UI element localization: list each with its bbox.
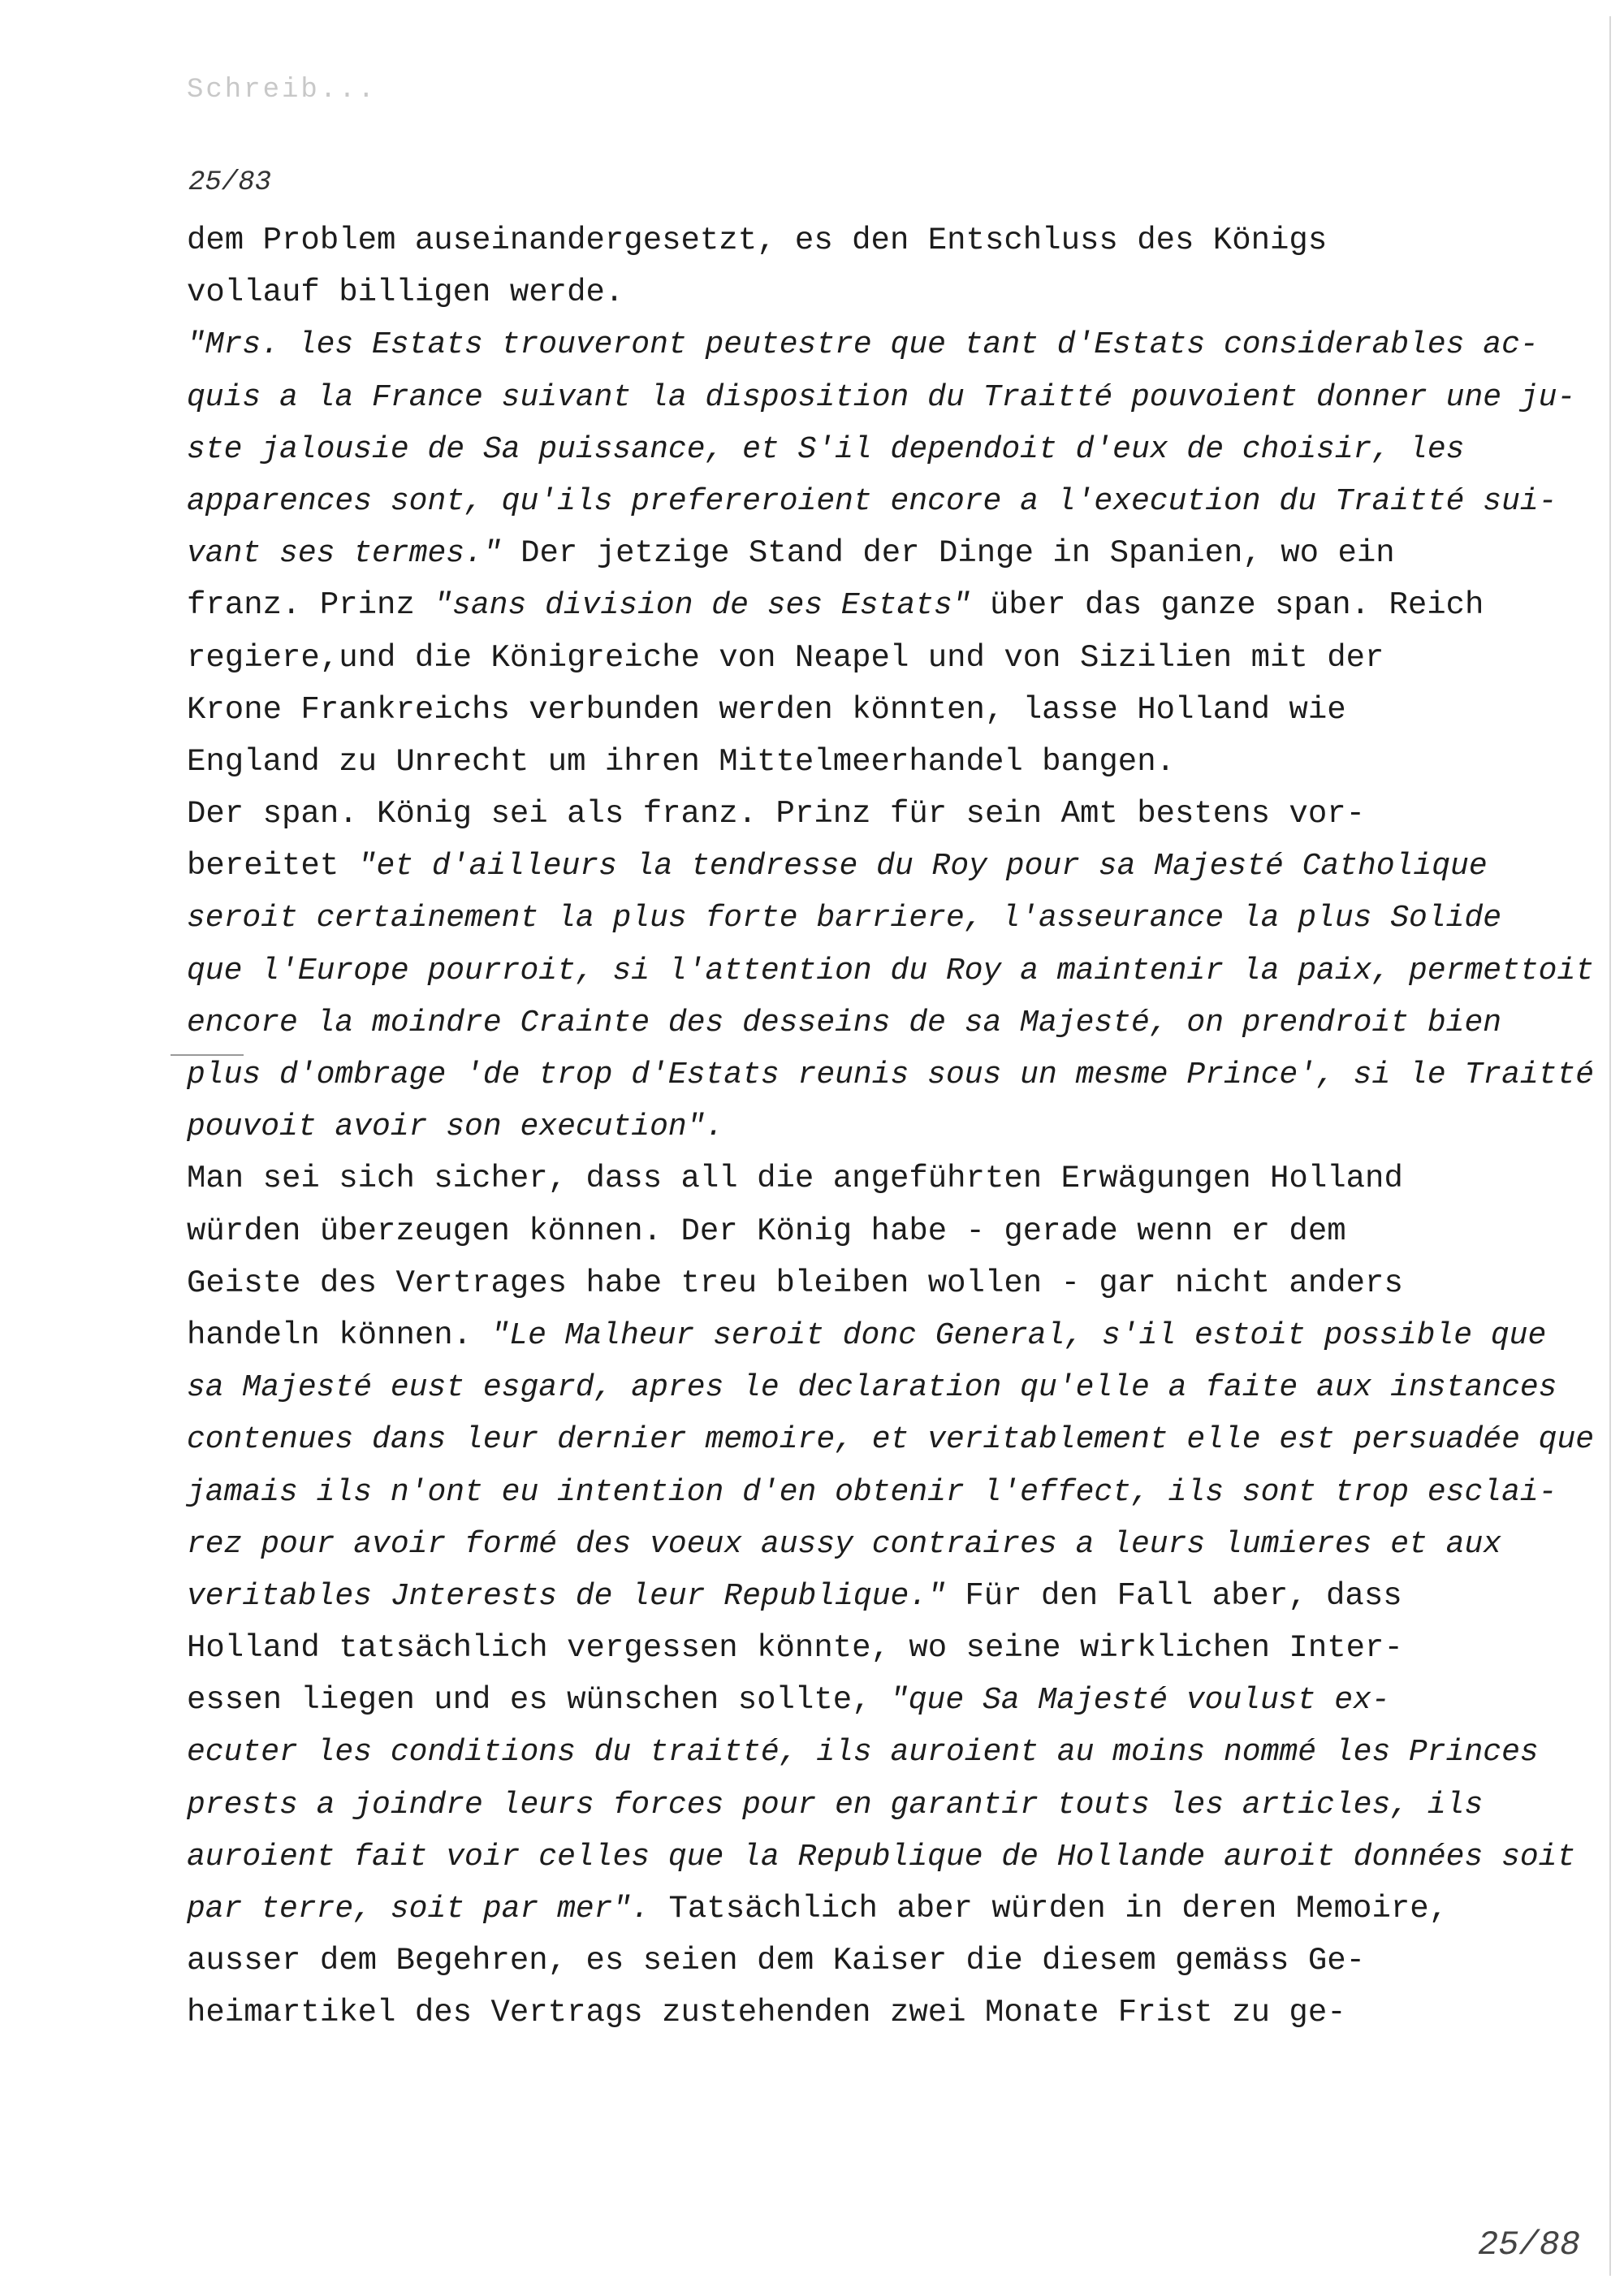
text-line	[187, 632, 1453, 684]
french-quote-segment: prests a joindre leurs forces pour en garantir touts les articles, ils	[187, 1787, 1484, 1823]
text-line	[187, 266, 1453, 318]
body-text	[187, 214, 1595, 2039]
text-line	[187, 736, 1453, 788]
text-line	[187, 788, 1453, 840]
french-quote-segment: veritables Jnterests de leur Republique."	[187, 1578, 946, 1614]
text-line	[187, 1361, 1557, 1413]
text-line	[187, 214, 1453, 266]
german-text-segment: Für den Fall aber, dass	[945, 1577, 1402, 1614]
text-line	[187, 840, 1488, 892]
text-line	[187, 579, 1484, 631]
text-line	[187, 1413, 1595, 1465]
text-line	[187, 1518, 1502, 1570]
text-line	[187, 1987, 1453, 2039]
french-quote-segment: encore la moindre Crainte des desseins de sa Majesté, on prendroit bien	[187, 1005, 1502, 1040]
text-line	[187, 1883, 1453, 1935]
text-line	[187, 1257, 1453, 1309]
page-edge	[1609, 16, 1611, 2276]
text-line	[187, 1935, 1453, 1987]
german-text-segment: Holland tatsächlich vergessen könnte, wo seine wirklichen Inter-	[187, 1630, 1403, 1667]
french-quote-segment: seroit certainement la plus forte barriere, l'asseurance la plus Solide	[187, 901, 1502, 936]
german-text-segment: Geiste des Vertrages habe treu bleiben wollen - gar nicht anders	[187, 1265, 1403, 1301]
text-line	[187, 892, 1502, 944]
french-quote-segment: quis a la France suivant la disposition du Traitté pouvoient donner une ju-	[187, 379, 1576, 415]
text-line	[187, 371, 1576, 423]
text-line	[187, 1309, 1547, 1361]
text-line	[187, 1049, 1595, 1101]
french-quote-segment: apparences sont, qu'ils prefereroient encore a l'execution du Traitté sui-	[187, 483, 1557, 519]
text-line	[187, 1466, 1557, 1518]
text-line	[187, 1779, 1484, 1831]
text-line	[187, 475, 1557, 527]
footer-page-number: 25/88	[1478, 2225, 1581, 2264]
text-line	[187, 1674, 1453, 1726]
german-text-segment: dem Problem auseinandergesetzt, es den Entschluss des Königs	[187, 223, 1328, 258]
french-quote-segment: plus d'ombrage 'de trop d'Estats reunis sous un mesme Prince', si le Traitté	[187, 1057, 1595, 1092]
french-quote-segment: ecuter les conditions du traitté, ils auroient au moins nommé les Princes	[187, 1735, 1539, 1771]
french-quote-segment: que l'Europe pourroit, si l'attention du Roy a maintenir la paix, permettoit	[187, 953, 1595, 988]
text-line	[187, 527, 1453, 579]
german-text-segment: franz. Prinz	[187, 587, 434, 624]
german-text-segment: Tatsächlich aber würden in deren Memoire,	[650, 1891, 1449, 1927]
german-text-segment: ausser dem Begehren, es seien dem Kaiser die diesem gemäss Ge-	[187, 1943, 1366, 1979]
text-line	[187, 1570, 1453, 1622]
german-text-segment: Man sei sich sicher, dass all die angeführten Erwägungen Holland	[187, 1161, 1403, 1197]
french-quote-segment: "que Sa Majesté voulust ex-	[889, 1683, 1390, 1719]
page-number: 25/83	[188, 167, 272, 198]
german-text-segment: England zu Unrecht um ihren Mittelmeerhandel bangen.	[187, 743, 1175, 780]
french-quote-segment: vant ses termes."	[187, 536, 502, 572]
german-text-segment: Der span. König sei als franz. Prinz für sein Amt bestens vor-	[187, 796, 1366, 832]
french-quote-segment: pouvoit avoir son execution".	[187, 1109, 724, 1145]
french-quote-segment: "et d'ailleurs la tendresse du Roy pour sa Majesté Catholique	[357, 849, 1488, 884]
faint-header-stamp: Schreib...	[187, 75, 378, 106]
german-text-segment: essen liegen und es wünschen sollte,	[187, 1682, 890, 1719]
text-line	[187, 1205, 1453, 1257]
german-text-segment: bereitet	[187, 848, 358, 884]
german-text-segment: Krone Frankreichs verbunden werden könnten, lasse Holland wie	[187, 691, 1346, 728]
german-text-segment: regiere,und die Königreiche von Neapel und von Sizilien mit der	[187, 639, 1384, 676]
text-line	[187, 318, 1539, 370]
text-line	[187, 1831, 1576, 1883]
french-quote-segment: "Mrs. les Estats trouveront peutestre que tant d'Estats considerables ac-	[187, 327, 1539, 363]
text-line	[187, 1101, 1453, 1152]
french-quote-segment: "sans division de ses Estats"	[434, 588, 971, 624]
french-quote-segment: ste jalousie de Sa puissance, et S'il dependoit d'eux de choisir, les	[187, 431, 1465, 467]
german-text-segment: heimartikel des Vertrags zustehenden zwei Monate Frist zu ge-	[187, 1995, 1346, 2031]
french-quote-segment: rez pour avoir formé des voeux aussy contraires a leurs lumieres et aux	[187, 1526, 1502, 1562]
french-quote-segment: auroient fait voir celles que la Republique de Hollande auroit données soit	[187, 1839, 1576, 1875]
text-line	[187, 997, 1502, 1049]
text-line	[187, 1152, 1453, 1204]
german-text-segment: vollauf billigen werde.	[187, 275, 624, 311]
german-text-segment: über das ganze span. Reich	[970, 587, 1484, 624]
french-quote-segment: jamais ils n'ont eu intention d'en obtenir l'effect, ils sont trop esclai-	[187, 1474, 1557, 1510]
french-quote-segment: contenues dans leur dernier memoire, et veritablement elle est persuadée que	[187, 1422, 1595, 1458]
text-line	[187, 945, 1595, 997]
text-line	[187, 1622, 1453, 1674]
german-text-segment: Der jetzige Stand der Dinge in Spanien, wo ein	[501, 535, 1395, 572]
text-line	[187, 1726, 1539, 1778]
french-quote-segment: par terre, soit par mer".	[187, 1892, 650, 1927]
german-text-segment: handeln können.	[187, 1317, 491, 1353]
french-quote-segment: "Le Malheur seroit donc General, s'il estoit possible que	[490, 1317, 1547, 1353]
text-line	[187, 423, 1465, 475]
french-quote-segment: sa Majesté eust esgard, apres le declaration qu'elle a faite aux instances	[187, 1370, 1557, 1406]
german-text-segment: würden überzeugen können. Der König habe - gerade wenn er dem	[187, 1213, 1346, 1249]
text-line	[187, 684, 1453, 736]
